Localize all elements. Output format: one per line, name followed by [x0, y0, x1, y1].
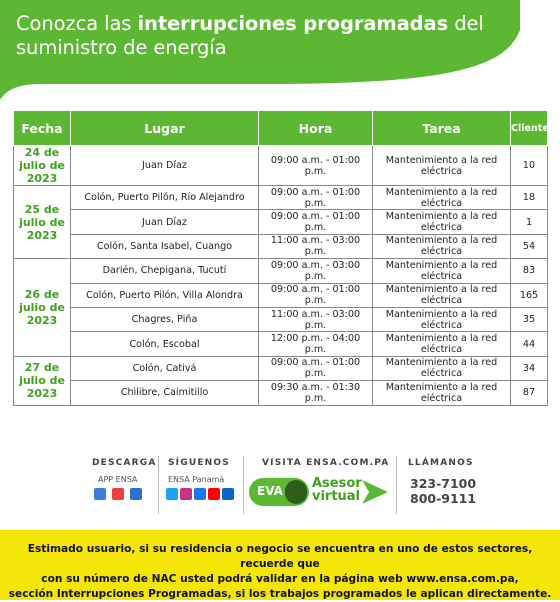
eva-badge[interactable] [249, 478, 309, 506]
task-cell: Mantenimiento a la red eléctrica [373, 381, 511, 405]
time-cell: 09:30 a.m. - 01:30 p.m. [259, 381, 373, 405]
table-row [14, 146, 548, 186]
divider [243, 456, 244, 514]
header-tarea: Tarea [373, 111, 511, 146]
visita-title: VISITA ENSA.COM.PA [262, 458, 390, 468]
time-cell: 09:00 a.m. - 01:00 p.m. [259, 186, 373, 210]
notice-banner [0, 530, 560, 600]
table-body [14, 146, 548, 406]
date-cell: 26 de julio de 2023 [14, 259, 71, 357]
siguenos-title: SÍGUENOS [168, 458, 230, 468]
location-cell: Colón, Santa Isabel, Cuango [71, 234, 259, 258]
notice-line2: con su número de NAC usted podrá validar en la página web www.ensa.com.pa, [41, 573, 519, 585]
title-line2: suministro de energía [16, 36, 227, 59]
header-lugar: Lugar [71, 111, 259, 146]
header-clientes: Clientes [511, 111, 548, 146]
clients-cell: 34 [511, 356, 548, 380]
task-cell: Mantenimiento a la red eléctrica [373, 234, 511, 258]
title-part1: Conozca las [16, 12, 138, 35]
table-row [14, 332, 548, 356]
notice-line3: sección Interrupciones Programadas, si los trabajos programados le aplican directamente. [8, 588, 552, 600]
task-cell: Mantenimiento a la red eléctrica [373, 332, 511, 356]
phone-number-2[interactable]: 800-9111 [410, 491, 477, 506]
table-row [14, 210, 548, 234]
location-cell: Chagres, Piña [71, 307, 259, 331]
table-row [14, 234, 548, 258]
footer-contact-strip [0, 450, 560, 520]
header-hora: Hora [259, 111, 373, 146]
date-cell: 24 de julio de 2023 [14, 146, 71, 186]
title-part2: del [448, 12, 484, 35]
table-header-row [14, 111, 548, 146]
clients-cell: 35 [511, 307, 548, 331]
app-gallery-icon[interactable] [112, 488, 124, 500]
notice-text [0, 542, 560, 602]
app-store-icon[interactable] [130, 488, 142, 500]
google-play-icon[interactable] [94, 488, 106, 500]
clients-cell: 1 [511, 210, 548, 234]
task-cell: Mantenimiento a la red eléctrica [373, 259, 511, 283]
clients-cell: 18 [511, 186, 548, 210]
clients-cell: 165 [511, 283, 548, 307]
table-row [14, 356, 548, 380]
arrow-play-icon [362, 480, 388, 504]
header-fecha: Fecha [14, 111, 71, 146]
llamanos-title: LLÁMANOS [408, 458, 474, 468]
date-cell: 25 de julio de 2023 [14, 186, 71, 259]
location-cell: Colón, Escobal [71, 332, 259, 356]
facebook-icon[interactable] [194, 488, 206, 500]
phone-number-1[interactable]: 323-7100 [410, 476, 477, 491]
location-cell: Colón, Puerto Pilón, Río Alejandro [71, 186, 259, 210]
asesor-line1: Asesor [312, 476, 362, 491]
location-cell: Chilibre, Caimitillo [71, 381, 259, 405]
task-cell: Mantenimiento a la red eléctrica [373, 186, 511, 210]
eva-avatar-icon [285, 480, 307, 504]
table-row [14, 186, 548, 210]
linkedin-icon[interactable] [222, 488, 234, 500]
time-cell: 09:00 a.m. - 01:00 p.m. [259, 356, 373, 380]
time-cell: 09:00 a.m. - 01:00 p.m. [259, 210, 373, 234]
time-cell: 09:00 a.m. - 01:00 p.m. [259, 146, 373, 186]
clients-cell: 10 [511, 146, 548, 186]
divider [396, 456, 397, 514]
page-title [16, 12, 516, 60]
table-row [14, 283, 548, 307]
time-cell: 12:00 p.m. - 04:00 p.m. [259, 332, 373, 356]
title-bold: interrupciones programadas [137, 12, 449, 35]
instagram-icon[interactable] [180, 488, 192, 500]
clients-cell: 44 [511, 332, 548, 356]
location-cell: Colón, Cativá [71, 356, 259, 380]
task-cell: Mantenimiento a la red eléctrica [373, 210, 511, 234]
youtube-icon[interactable] [208, 488, 220, 500]
task-cell: Mantenimiento a la red eléctrica [373, 146, 511, 186]
notice-line1: Estimado usuario, si su residencia o negocio se encuentra en uno de estos sectores, recuerde que [27, 543, 533, 570]
divider [158, 456, 159, 514]
task-cell: Mantenimiento a la red eléctrica [373, 356, 511, 380]
table-row [14, 381, 548, 405]
time-cell: 11:00 a.m. - 03:00 p.m. [259, 234, 373, 258]
asesor-line2: virtual [312, 489, 361, 504]
table-row [14, 259, 548, 283]
location-cell: Juan Díaz [71, 210, 259, 234]
time-cell: 09:00 a.m. - 03:00 p.m. [259, 259, 373, 283]
social-handle: ENSA Panamá [168, 475, 225, 484]
header-banner [0, 0, 560, 110]
table-row [14, 307, 548, 331]
app-ensa-label: APP ENSA [98, 475, 138, 484]
twitter-icon[interactable] [166, 488, 178, 500]
schedule-table [13, 110, 555, 406]
clients-cell: 83 [511, 259, 548, 283]
asesor-virtual[interactable] [312, 477, 362, 503]
eva-label: EVA [257, 484, 283, 498]
task-cell: Mantenimiento a la red eléctrica [373, 307, 511, 331]
descarga-title: DESCARGA [92, 458, 157, 468]
task-cell: Mantenimiento a la red eléctrica [373, 283, 511, 307]
location-cell: Colón, Puerto Pilón, Villa Alondra [71, 283, 259, 307]
time-cell: 11:00 a.m. - 03:00 p.m. [259, 307, 373, 331]
clients-cell: 54 [511, 234, 548, 258]
time-cell: 09:00 a.m. - 01:00 p.m. [259, 283, 373, 307]
location-cell: Juan Díaz [71, 146, 259, 186]
location-cell: Darién, Chepigana, Tucutí [71, 259, 259, 283]
clients-cell: 87 [511, 381, 548, 405]
date-cell: 27 de julio de 2023 [14, 356, 71, 405]
